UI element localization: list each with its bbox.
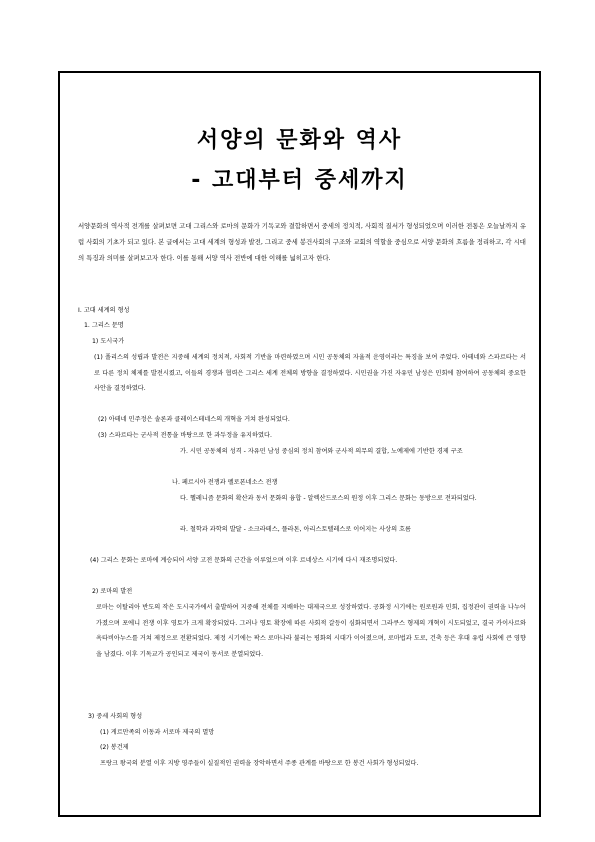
list-item: (2) 봉건제 [100, 744, 129, 751]
heading-level-1: Ⅰ. 고대 세계의 형성 [78, 307, 130, 314]
list-item: (1) 게르만족의 이동과 서로마 제국의 멸망 [100, 729, 215, 736]
intro-paragraph: 서양문화의 역사적 전개를 살펴보면 고대 그리스와 로마의 문화가 기독교와 결합하면서 중세의 정치적, 사회적 질서가 형성되었으며 이러한 전통은 오늘날까지 유럽 사회의 기초가 되고 있다. 본 글에서는 고대 세계의 형성과 발전, 그리고 중세 봉건사회의 구조와 교회의 역할을 중심으로 서양 문화의 흐름을 정리하고, 각 시대의 특징과 의미를 살펴보고자 한다. 이를 통해 서양 역사 전반에 대한 이해를 넓히고자 한다. [78, 222, 526, 262]
list-item: (3) 스파르타는 군사적 전통을 바탕으로 한 과두정을 유지하였다. [98, 432, 272, 439]
heading-level-3: 1) 도시국가 [92, 338, 125, 345]
document-subtitle: - 고대부터 중세까지 [191, 168, 408, 193]
body-paragraph: 프랑크 왕국의 분열 이후 지방 영주들이 실질적인 권력을 장악하면서 주종 관계를 바탕으로 한 봉건 사회가 형성되었다. [100, 760, 419, 767]
heading-level-3: 2) 로마의 발전 [92, 588, 133, 595]
body-paragraph: 로마는 이탈리아 반도의 작은 도시국가에서 출발하여 지중해 전체를 지배하는 대제국으로 성장하였다. 공화정 시기에는 원로원과 민회, 집정관이 권력을 나누어 가졌으며 포에니 전쟁 이후 영토가 크게 확장되었다. 그러나 영토 확장에 따른 사회적 갈등이 심화되면서 그라쿠스 형제의 개혁이 시도되었고, 결국 카이사르와 옥타비아누스를 거쳐 제정으로 전환되었다. 제정 시기에는 팍스 로마나라 불리는 평화의 시대가 이어졌으며, 로마법과 도로, 건축 등은 후대 유럽 사회에 큰 영향을 남겼다. 이후 기독교가 공인되고 제국이 동서로 분열되었다. [96, 604, 526, 658]
sub-list-item: 가. 시민 공동체의 성격 - 자유민 남성 중심의 정치 참여와 군사적 의무의 결합, 노예제에 기반한 경제 구조 [180, 448, 463, 455]
sub-list-item: 다. 헬레니즘 문화의 확산과 동서 문화의 융합 - 알렉산드로스의 원정 이후 그리스 문화는 동방으로 전파되었다. [180, 495, 477, 502]
heading-level-3: 3) 중세 사회의 형성 [88, 713, 143, 720]
list-item: (2) 아테네 민주정은 솔론과 클레이스테네스의 개혁을 거쳐 완성되었다. [98, 416, 290, 423]
sub-list-item: 라. 철학과 과학의 발달 - 소크라테스, 플라톤, 아리스토텔레스로 이어지는 사상의 흐름 [180, 526, 412, 533]
list-item: (1) 폴리스의 성립과 발전은 지중해 세계의 정치적, 사회적 기반을 마련하였으며 시민 공동체의 자율적 운영이라는 특징을 보여 주었다. 아테네와 스파르타는 서로 다른 정치 체제를 발전시켰고, 이들의 경쟁과 협력은 그리스 세계 전체의 방향을 결정하였다. 시민권을 가진 자유민 남성은 민회에 참여하여 공동체의 중요한 사안을 결정하였다. [94, 354, 526, 393]
list-item: (4) 그리스 문화는 로마에 계승되어 서양 고전 문화의 근간을 이루었으며 이후 르네상스 시기에 다시 재조명되었다. [90, 557, 398, 564]
sub-list-item: 나. 페르시아 전쟁과 펠로폰네소스 전쟁 [172, 479, 278, 486]
document-frame [58, 71, 541, 817]
document-title: 서양의 문화와 역사 [196, 128, 403, 153]
heading-level-2: 1. 그리스 문명 [84, 322, 124, 329]
